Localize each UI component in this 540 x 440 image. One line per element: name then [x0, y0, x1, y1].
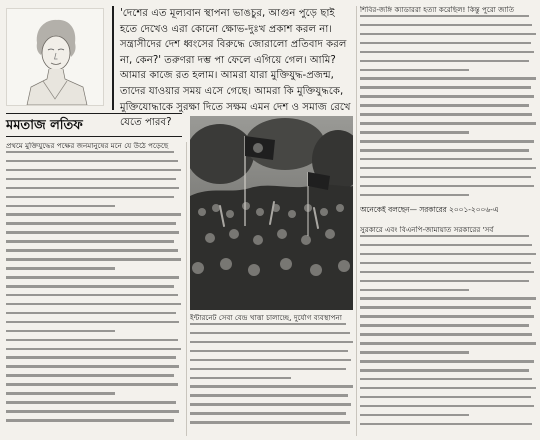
crowd-image [190, 116, 353, 310]
text-line [6, 231, 179, 234]
author-byline: মমতাজ লতিফ [6, 118, 83, 133]
body-column-left-first-line: প্রথমে মুক্তিযুদ্ধের পক্ষের জনমানুষের মনে যে উঠে পড়েছে [6, 142, 169, 150]
text-line [190, 385, 353, 388]
byline-bottom-rule [6, 136, 182, 137]
text-line [360, 253, 536, 256]
text-line [190, 403, 351, 406]
text-line [6, 196, 174, 199]
text-line [6, 151, 174, 154]
text-line [6, 410, 179, 413]
text-line [360, 306, 531, 309]
text-line [360, 378, 532, 381]
text-line [360, 244, 532, 247]
protest-photo [190, 116, 353, 310]
text-line [360, 33, 536, 36]
body-column-right-bottom [360, 226, 536, 436]
body-column-right-bottom-text [360, 235, 536, 425]
text-line [190, 341, 353, 344]
text-line [360, 262, 531, 265]
text-line [6, 240, 174, 243]
text-line [190, 350, 348, 353]
text-line [6, 303, 181, 306]
text-line [360, 414, 469, 417]
text-line [190, 412, 346, 415]
text-line [6, 401, 176, 404]
text-line [6, 258, 181, 261]
text-line [360, 95, 534, 98]
text-line [360, 113, 532, 116]
text-line [190, 332, 350, 335]
text-line [6, 249, 178, 252]
text-line [6, 321, 179, 324]
text-line [360, 42, 531, 45]
text-line [6, 205, 115, 208]
text-line [6, 276, 179, 279]
column-divider-right [356, 6, 357, 436]
text-line [6, 169, 181, 172]
text-line [6, 365, 179, 368]
text-line [360, 351, 469, 354]
text-line [6, 348, 181, 351]
text-line [6, 285, 174, 288]
text-line [360, 15, 529, 18]
body-column-right-bottom-first-line: সুরকারে এবং বিএনপি-জামায়াত সরকারের 'সর্ব [360, 226, 494, 234]
text-line [360, 324, 529, 327]
text-line [360, 405, 534, 408]
author-portrait [6, 8, 104, 106]
text-line [360, 315, 534, 318]
text-line [6, 356, 176, 359]
text-line [360, 194, 469, 197]
text-line [190, 368, 346, 371]
text-line [360, 149, 529, 152]
text-line [360, 69, 469, 72]
photo-caption-first-line: ইন্টারনেট সেবা বেন্দ্র খাত্তা চালাচ্ছে, দুর্যোগ ব্যবস্থাপনা [190, 314, 342, 322]
text-line [6, 178, 176, 181]
column-divider [186, 142, 187, 436]
byline-top-rule [6, 113, 182, 114]
text-line [6, 419, 174, 422]
text-line [360, 289, 469, 292]
text-line [360, 167, 536, 170]
text-line [360, 271, 534, 274]
text-line [360, 280, 529, 283]
text-line [6, 374, 174, 377]
pull-quote-text: 'দেশের এত মূল্যবান স্থাপনা ভাঙচুর, আগুন পুড়ে ছাই হতে দেখেও এরা কোনো ক্ষোভ-দুঃখ প্রকাশ করল না। সন্ত্রাসীদের দেশ ধ্বংসের বিরুদ্ধে জোরালো প্রতিবাদ করল না, কেন?' তরুণরা দম্ভ পা ফেলে এগিয়ে গেল। আমি? আমার কাজে রত হলাম। আমরা যারা মুক্তিযুদ্ধ-প্রজন্ম, তাদের যাওয়ার সময় এসে গেছে। আমরা কি মুক্তিযুদ্ধকে, মুক্তিযোদ্ধাকে সুরক্ষা দিতে সক্ষম এমন দেশ ও সমাজ রেখে যেতে পারব? [120, 8, 351, 129]
text-line [360, 333, 532, 336]
photo-caption-text [190, 323, 353, 424]
text-line [360, 185, 534, 188]
text-line [360, 396, 531, 399]
text-line [6, 312, 176, 315]
text-line [190, 359, 351, 362]
text-line [6, 294, 178, 297]
text-line [360, 140, 534, 143]
text-line [190, 323, 346, 326]
text-line [360, 423, 532, 426]
author-sketch-image [7, 9, 103, 105]
text-line [6, 339, 178, 342]
text-line [6, 330, 115, 333]
text-line [360, 131, 469, 134]
text-line [360, 51, 534, 54]
text-line [360, 235, 529, 238]
body-column-right-top-text [360, 15, 536, 196]
text-line [360, 369, 529, 372]
text-line [190, 377, 291, 380]
text-line [6, 187, 179, 190]
text-line [360, 77, 536, 80]
text-line [190, 394, 348, 397]
text-line [360, 158, 532, 161]
text-line [6, 213, 181, 216]
pull-quote [112, 6, 352, 129]
text-line [360, 360, 534, 363]
text-line [360, 387, 536, 390]
text-line [6, 267, 115, 270]
text-line [360, 176, 531, 179]
body-column-right-top-first-line: শিবির-জঙ্গি ক্যাডাররা হত্যা করেছিল! কিন্তু পুরো জাতি [360, 6, 515, 14]
text-line [360, 24, 532, 27]
text-line [190, 421, 350, 424]
body-column-left-text [6, 151, 181, 422]
body-column-left [6, 142, 181, 436]
photo-caption-column [190, 314, 353, 436]
text-line [360, 86, 531, 89]
text-line [360, 60, 529, 63]
body-paragraph-start: অনেকেই বলছেন— সরকারের ২০০১-২০০৬-এ [360, 206, 499, 214]
text-line [360, 122, 536, 125]
text-line [6, 222, 176, 225]
text-line [360, 342, 536, 345]
body-column-right-top [360, 6, 536, 202]
text-line [6, 392, 115, 395]
text-line [360, 104, 529, 107]
text-line [6, 383, 178, 386]
text-line [360, 297, 536, 300]
text-line [6, 160, 178, 163]
